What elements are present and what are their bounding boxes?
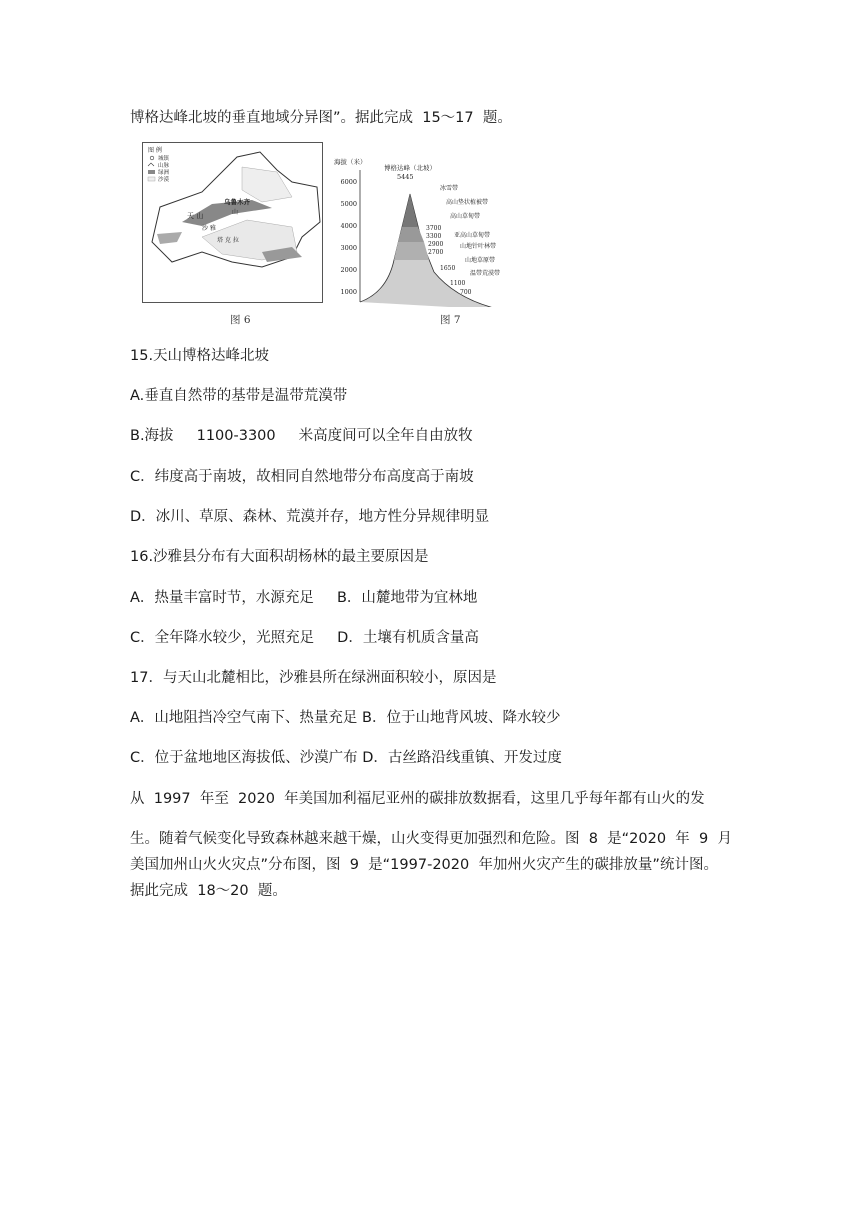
belt-1: 冰雪带: [440, 185, 459, 192]
fig7-profile: [332, 142, 517, 307]
elev-700: 700: [460, 289, 472, 296]
elev-1100: 1100: [450, 280, 466, 287]
legend-desert: 沙漠: [158, 177, 170, 183]
label-city: 乌鲁木齐: [224, 198, 250, 206]
q17-options-ab: A．山地阻挡冷空气南下、热量充足 B．位于山地背风坡、降水较少: [130, 710, 561, 726]
q16-stem: 16.沙雅县分布有大面积胡杨林的最主要原因是: [130, 549, 429, 565]
passage-line-1: 从 1997 年至 2020 年美国加利福尼亚州的碳排放数据看，这里几乎每年都有山火的发: [130, 791, 705, 807]
q15-option-d: D．冰川、草原、森林、荒漠并存，地方性分异规律明显: [130, 509, 490, 525]
legend-mountain: 山脉: [158, 163, 170, 169]
belt-7: 温带荒漠带: [470, 270, 501, 277]
belt-2: 高山垫状植被带: [446, 199, 489, 206]
intro-text: 博格达峰北坡的垂直地域分异图”。据此完成 15～17 题。: [130, 110, 512, 126]
q17-stem: 17．与天山北麓相比，沙雅县所在绿洲面积较小，原因是: [130, 670, 497, 686]
q15-stem: 15.天山博格达峰北坡: [130, 348, 270, 364]
y-tick-6000: 6000: [340, 178, 357, 186]
legend-oasis: 绿洲: [158, 170, 170, 176]
label-other3: 塔 克 拉: [217, 237, 239, 244]
legend-title: 图 例: [148, 147, 162, 154]
elev-3700: 3700: [426, 225, 442, 232]
elev-1650: 1650: [440, 265, 456, 272]
y-tick-4000: 4000: [340, 222, 357, 230]
peak-height: 5445: [397, 173, 414, 181]
figures: [142, 142, 522, 327]
axis-title: 海拔（米）: [334, 158, 367, 166]
legend-city: 城镇: [158, 156, 170, 162]
y-tick-5000: 5000: [340, 200, 357, 208]
belt-4: 亚高山草甸带: [454, 232, 491, 239]
fig6-map: [142, 142, 327, 307]
elev-2700: 2700: [428, 249, 444, 256]
y-tick-3000: 3000: [340, 244, 357, 252]
elev-3300: 3300: [426, 233, 442, 240]
belt-5: 山地针叶林带: [460, 243, 497, 250]
y-tick-2000: 2000: [340, 266, 357, 274]
elev-2900: 2900: [428, 241, 444, 248]
label-other2: 沙 雅: [202, 225, 216, 232]
fig7-caption: 图 7: [440, 314, 461, 326]
y-tick-1000: 1000: [340, 288, 357, 296]
passage-line-3: 美国加州山火火灾点”分布图，图 9 是“1997-2020 年加州火灾产生的碳排放量”统计图。: [130, 857, 718, 873]
label-mountain: 天 山: [187, 212, 204, 220]
q17-options-cd: C．位于盆地地区海拔低、沙漠广布 D．古丝路沿线重镇、开发过度: [130, 750, 562, 766]
q15-option-b: B.海拔 1100-3300 米高度间可以全年自由放牧: [130, 428, 473, 444]
fig6-caption: 图 6: [230, 314, 251, 326]
q16-options-ab: A．热量丰富时节，水源充足 B．山麓地带为宜林地: [130, 590, 478, 606]
passage-line-4: 据此完成 18～20 题。: [130, 883, 287, 899]
label-other1: 山: [232, 209, 239, 216]
passage-line-2: 生。随着气候变化导致森林越来越干燥，山火变得更加强烈和危险。图 8 是“2020 年 9 月: [130, 831, 732, 847]
q15-option-a: A.垂直自然带的基带是温带荒漠带: [130, 388, 348, 404]
belt-3: 高山草甸带: [450, 213, 481, 220]
q16-options-cd: C．全年降水较少，光照充足 D．土壤有机质含量高: [130, 630, 479, 646]
peak-name: 博格达峰（北坡）: [384, 164, 436, 172]
belt-6: 山地草原带: [465, 257, 496, 264]
q15-option-c: C．纬度高于南坡，故相同自然地带分布高度高于南坡: [130, 469, 474, 485]
